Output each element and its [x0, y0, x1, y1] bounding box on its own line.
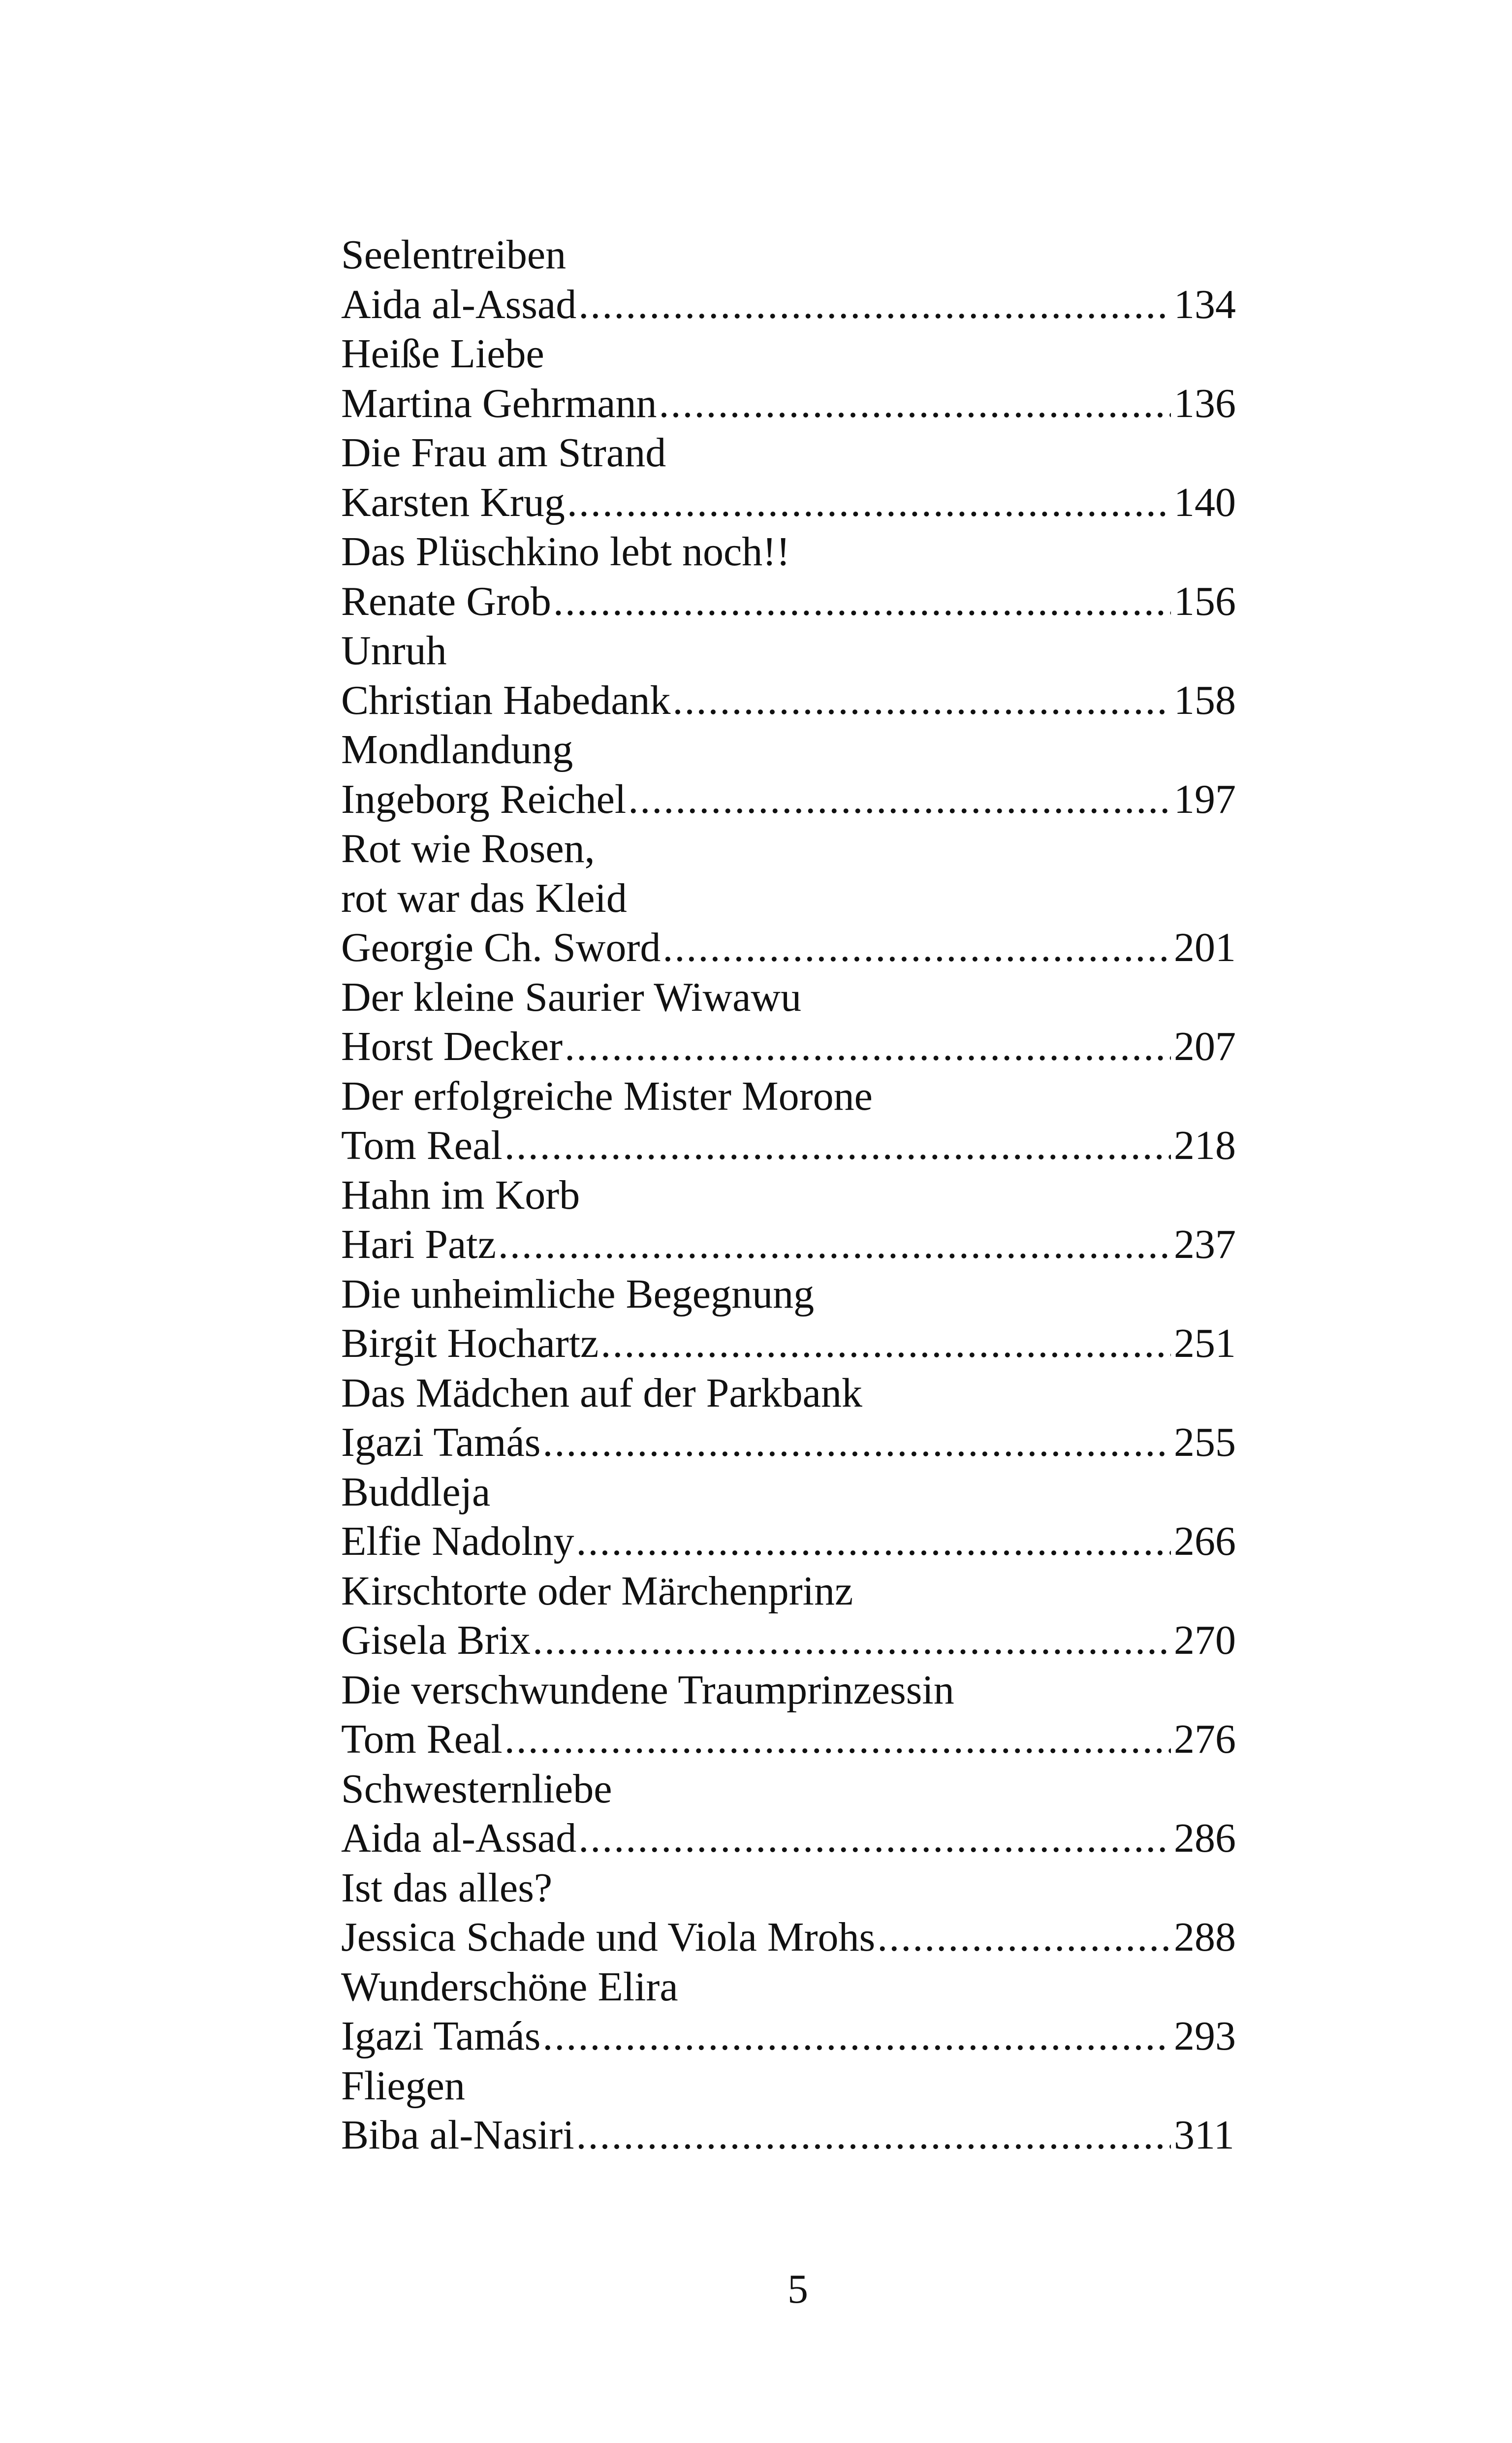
dot-leader — [533, 1616, 1171, 1666]
dot-leader — [578, 1814, 1171, 1864]
toc-entry-author-line — [341, 923, 1248, 973]
toc-entry — [341, 1666, 1248, 1765]
toc-entry-author: Jessica Schade und Viola Mrohs — [341, 1914, 876, 1960]
toc-entry-title: Mondlandung — [341, 727, 573, 772]
toc-entry — [341, 1369, 1248, 1468]
toc-entry-page: 197 — [1174, 776, 1236, 822]
toc-entry-title: Der erfolgreiche Mister Morone — [341, 1073, 873, 1119]
toc-entry-title: Unruh — [341, 628, 447, 674]
toc-entry-author-line — [341, 1913, 1248, 1962]
toc-entry-author: Igazi Tamás — [341, 1419, 541, 1465]
toc-entry-author: Aida al-Assad — [341, 281, 577, 327]
toc-entry-author-line — [341, 1814, 1248, 1864]
toc-entry — [341, 973, 1248, 1072]
toc-entry-title: Das Mädchen auf der Parkbank — [341, 1370, 862, 1416]
toc-entry-page: 218 — [1174, 1123, 1236, 1168]
toc-entry-author-line — [341, 478, 1248, 528]
toc-entry-page: 158 — [1174, 677, 1236, 723]
toc-entry — [341, 1962, 1248, 2061]
toc-entry-page: 293 — [1174, 2013, 1236, 2059]
toc-entry — [341, 527, 1248, 626]
dot-leader — [504, 1715, 1171, 1765]
toc-entry-title: Kirschtorte oder Märchenprinz — [341, 1568, 853, 1614]
toc-entry-author-line — [341, 1220, 1248, 1270]
toc-entry-title: Fliegen — [341, 2062, 465, 2109]
toc-entry-author: Martina Gehrmann — [341, 380, 657, 426]
toc-entry-title: Die verschwundene Traumprinzessin — [341, 1667, 954, 1713]
toc-entry-title: Die Frau am Strand — [341, 430, 666, 476]
toc-entry — [341, 725, 1248, 824]
toc-entry-author: Aida al-Assad — [341, 1815, 577, 1861]
dot-leader — [576, 2111, 1171, 2160]
dot-leader — [565, 1022, 1171, 1072]
toc-entry-author: Biba al-Nasiri — [341, 2112, 574, 2158]
toc-entry — [341, 1468, 1248, 1567]
toc-entry-author-line — [341, 1715, 1248, 1765]
toc-entry-title: Schwesternliebe — [341, 1766, 612, 1812]
toc-entry-author: Tom Real — [341, 1123, 503, 1168]
toc-entry — [341, 1072, 1248, 1171]
toc-entry-page: 270 — [1174, 1617, 1236, 1663]
toc-entry-author: Hari Patz — [341, 1222, 496, 1267]
dot-leader — [578, 280, 1171, 330]
dot-leader — [877, 1913, 1171, 1962]
table-of-contents — [341, 230, 1248, 2160]
dot-leader — [673, 676, 1171, 726]
toc-entry — [341, 1171, 1248, 1270]
dot-leader — [542, 2012, 1171, 2061]
toc-entry-author-line — [341, 2111, 1248, 2160]
toc-entry-author: Georgie Ch. Sword — [341, 925, 661, 970]
dot-leader — [542, 1418, 1171, 1468]
toc-entry-page: 251 — [1174, 1320, 1236, 1366]
toc-entry — [341, 1765, 1248, 1864]
toc-entry-author-line — [341, 1022, 1248, 1072]
toc-entry-title: Rot wie Rosen, — [341, 826, 595, 871]
dot-leader — [628, 775, 1171, 825]
toc-entry-author-line — [341, 577, 1248, 627]
toc-entry-author-line — [341, 1517, 1248, 1567]
toc-entry-page: 201 — [1174, 925, 1236, 970]
toc-entry — [341, 329, 1248, 428]
toc-entry-author: Elfie Nadolny — [341, 1518, 574, 1564]
page-number: 5 — [788, 2266, 808, 2312]
toc-entry-page: 286 — [1174, 1815, 1236, 1861]
toc-entry-title: Das Plüschkino lebt noch!! — [341, 529, 790, 575]
toc-entry-title: Wunderschöne Elira — [341, 1963, 678, 2010]
toc-entry — [341, 2061, 1248, 2160]
toc-entry-page: 276 — [1174, 1716, 1236, 1762]
dot-leader — [576, 1517, 1171, 1567]
dot-leader — [498, 1220, 1171, 1270]
toc-entry-author-line — [341, 1418, 1248, 1468]
toc-entry-title: rot war das Kleid — [341, 875, 627, 921]
toc-entry-author-line — [341, 280, 1248, 330]
toc-entry-author-line — [341, 2012, 1248, 2061]
toc-entry-author-line — [341, 1121, 1248, 1171]
toc-entry — [341, 1270, 1248, 1369]
toc-entry-author: Renate Grob — [341, 578, 551, 624]
toc-entry-page: 156 — [1174, 578, 1236, 624]
toc-entry-page: 207 — [1174, 1024, 1236, 1069]
toc-entry-author: Horst Decker — [341, 1024, 563, 1069]
toc-entry-title: Ist das alles? — [341, 1864, 553, 1911]
toc-entry-title: Der kleine Saurier Wiwawu — [341, 974, 802, 1020]
toc-entry — [341, 824, 1248, 973]
toc-entry-title: Die unheimliche Begegnung — [341, 1271, 815, 1317]
toc-entry — [341, 626, 1248, 725]
toc-entry-page: 134 — [1174, 281, 1236, 327]
toc-entry-author-line — [341, 676, 1248, 726]
toc-entry-title: Seelentreiben — [341, 232, 567, 278]
toc-entry-author: Tom Real — [341, 1716, 503, 1762]
toc-entry-author: Gisela Brix — [341, 1617, 531, 1663]
dot-leader — [659, 379, 1171, 429]
toc-entry-author: Igazi Tamás — [341, 2013, 541, 2059]
toc-entry-author: Birgit Hochartz — [341, 1320, 599, 1366]
toc-entry — [341, 230, 1248, 329]
toc-entry-author-line — [341, 1616, 1248, 1666]
toc-entry-page: 288 — [1174, 1914, 1236, 1960]
toc-entry-author: Christian Habedank — [341, 677, 671, 723]
toc-entry-page: 237 — [1174, 1222, 1236, 1267]
toc-entry-title: Buddleja — [341, 1469, 491, 1515]
toc-entry-author-line — [341, 1319, 1248, 1369]
toc-entry-page: 255 — [1174, 1419, 1236, 1465]
toc-entry — [341, 1864, 1248, 1962]
dot-leader — [600, 1319, 1171, 1369]
toc-entry-author-line — [341, 379, 1248, 429]
toc-entry-page: 136 — [1174, 380, 1236, 426]
dot-leader — [553, 577, 1171, 627]
toc-entry-page: 311 — [1174, 2112, 1234, 2158]
toc-entry-title: Hahn im Korb — [341, 1172, 580, 1218]
toc-entry-title: Heiße Liebe — [341, 331, 544, 377]
toc-entry-author: Ingeborg Reichel — [341, 776, 627, 822]
toc-entry-author: Karsten Krug — [341, 479, 565, 525]
toc-entry-page: 140 — [1174, 479, 1236, 525]
dot-leader — [662, 923, 1171, 973]
toc-entry — [341, 428, 1248, 527]
toc-entry-author-line — [341, 775, 1248, 825]
toc-entry — [341, 1567, 1248, 1666]
toc-entry-page: 266 — [1174, 1518, 1236, 1564]
dot-leader — [567, 478, 1171, 528]
dot-leader — [504, 1121, 1171, 1171]
